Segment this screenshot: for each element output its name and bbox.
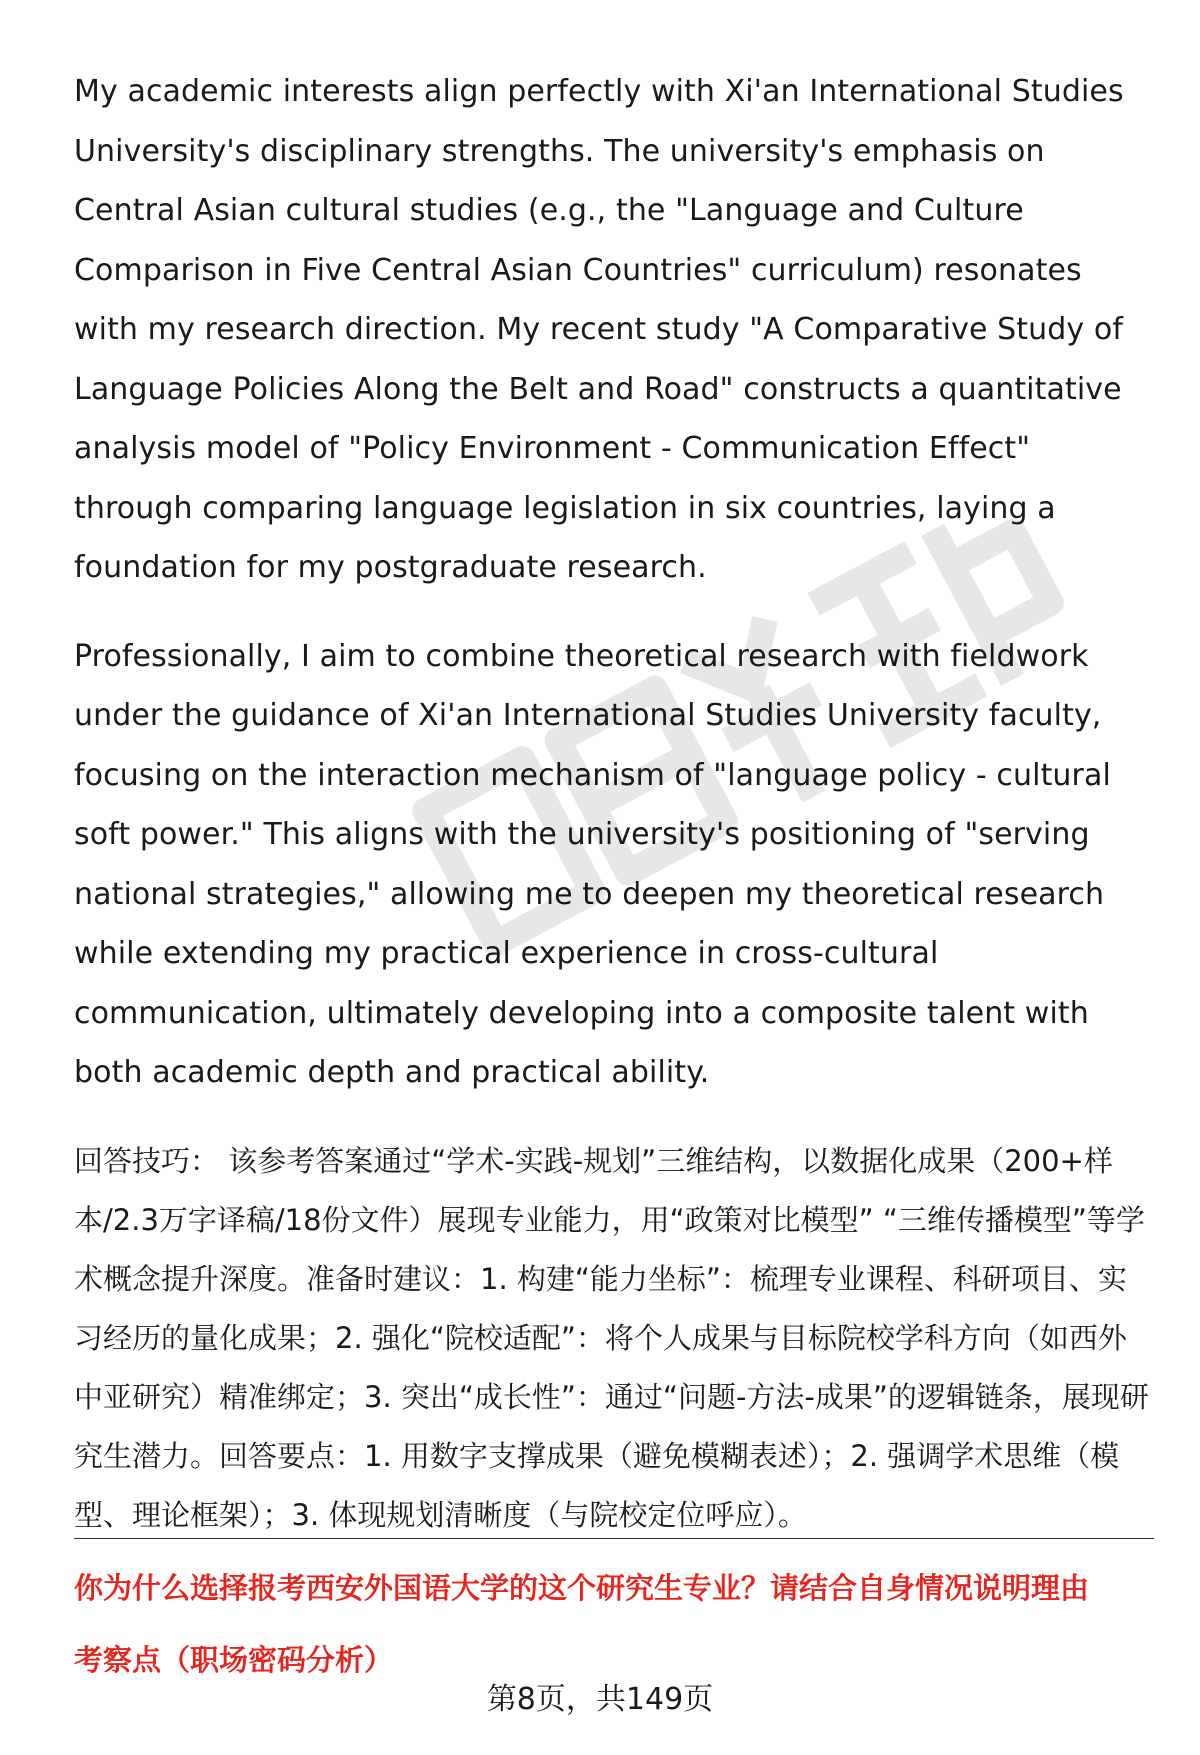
document-body	[74, 62, 1154, 1545]
page-number: 第8页，共149页	[486, 1682, 714, 1717]
exam-point-label: 考察点（职场密码分析）	[74, 1643, 394, 1677]
question-title: 你为什么选择报考西安外国语大学的这个研究生专业？请结合自身情况说明理由	[74, 1571, 1090, 1605]
answer-paragraph-1: My academic interests align perfectly with Xi'an International Studies University's disciplinary strengths. The university's emphasis on Central Asian cultural studies (e.g., the "Language and Culture Comparison in Five Central Asian Countries" curriculum) resonates with my research direction. My recent study "A Comparative Study of Language Policies Along the Belt and Road" constructs a quantitative analysis model of "Policy Environment - Communication Effect" through comparing language legislation in six countries, laying a foundation for my postgraduate research.	[74, 74, 1124, 585]
answer-tips: 回答技巧： 该参考答案通过“学术-实践-规划”三维结构，以数据化成果（200+样本/2.3万字译稿/18份文件）展现专业能力，用“政策对比模型” “三维传播模型”等学术概念提升深度。准备时建议：1. 构建“能力坐标”：梳理专业课程、科研项目、实习经历的量化成果；2. 强化“院校适配”：将个人成果与目标院校学科方向（如西外中亚研究）精准绑定；3. 突出“成长性”：通过“问题-方法-成果”的逻辑链条，展现研究生潜力。回答要点：1. 用数字支撑成果（避免模糊表述）；2. 强调学术思维（模型、理论框架）；3. 体现规划清晰度（与院校定位呼应）。	[74, 1143, 1149, 1532]
section-divider	[74, 1538, 1154, 1539]
answer-paragraph-2: Professionally, I aim to combine theoretical research with fieldwork under the guidance of Xi'an International Studies University faculty, focusing on the interaction mechanism of "language policy - cultural soft power." This aligns with the university's positioning of "serving national strategies," allowing me to deepen my theoretical research while extending my practical experience in cross-cultural communication, ultimately developing into a composite talent with both academic depth and practical ability.	[74, 638, 1111, 1090]
